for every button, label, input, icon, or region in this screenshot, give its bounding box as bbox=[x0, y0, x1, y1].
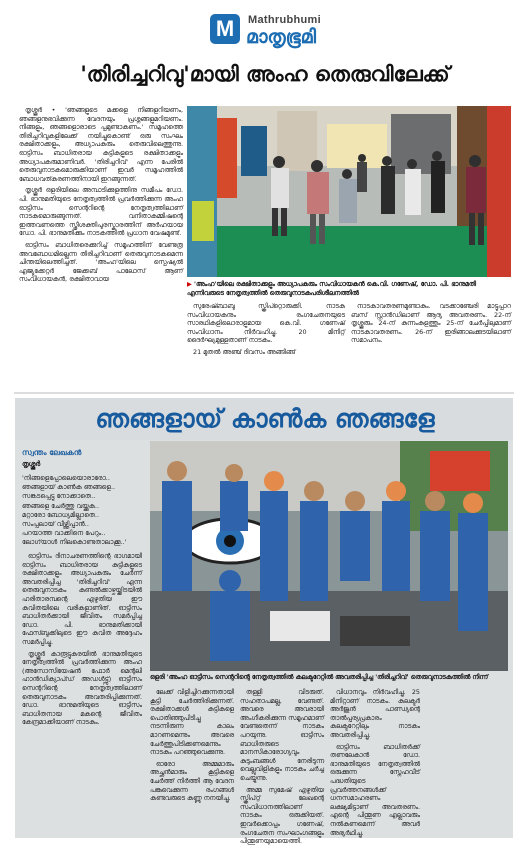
poem-line: സങ്കടപ്പെട്ടു നോക്കാതെ.. bbox=[22, 492, 96, 501]
article2-paragraph: ഓരോ അമ്മമാരും അച്ഛൻമാരും കൂട്ടികളെ ചേർത്ത് നിർത്തി ആ വേദന പങ്കുവെക്കുന്ന രംഗങ്ങൾ കണ്ടവരുടെ കണ്ണു നനയിച്ചു. bbox=[150, 759, 234, 803]
article1-photo-caption bbox=[187, 281, 511, 298]
article2-paragraph: ഓട്ടിസം ബാധിതർക്ക് തണലേകാൻ ഡോ. ഭാനുമതിയുടെ നേതൃത്വത്തിൽ ഒരുക്കുന്ന സ്നേഹവീട് പദ്ധതിയുടെ പ്രവർത്തനങ്ങൾക്ക് ധനസമാഹരണം ലക്ഷ്യമിട്ടാണ് അവതരണം. എന്റെ പിന്തുണ എല്ലാവരും നൽകണമെന്ന് അവർ അഭ്യർഥിച്ചു. bbox=[330, 742, 420, 837]
article2-paragraph: ലേക്ക് വിളിച്ചിറക്കുന്നതായി കൂട്ടി ചേർത്തിരിക്കുന്നത്. രക്ഷിതാക്കൾ കുട്ടികളെ പൊതിഞ്ഞുപിടിച്ചു നടന്നിരുന്ന കാലം മാറണമെന്നും അവരെ ചേർത്തുപിടിക്കണമെന്നും നാടകം പറഞ്ഞുവെക്കുന്നു. bbox=[150, 688, 234, 757]
poem-line: പറയാത്ത വാക്കിനെ പേറും.. bbox=[22, 529, 106, 538]
article2-paragraph: ഓട്ടിസം ദിനാചരണത്തിന്റെ ഭാഗമായി ഓട്ടിസം ബാധിതരായ കുട്ടികളുടെ രക്ഷിതാക്കളും അധ്യാപകരും ചേർന്ന് അവതരിപ്പിച്ച 'തിരിച്ചറിവ്' എന്ന തെരുവുനാടകം കണ്ടൽക്കാഴ്ചയ്ക്കിടയിൽ ഹരിതാരമ്പന്റെ എഴുതിയ ഈ കവിതയിലെ വരികളാണിത്. ഓട്ടിസം ബാധിതർക്കായി ജീവിതം സമർപ്പിച്ച ഡോ. പി. ഭാനുമതിക്കായി ഫേസ്ബുക്കിലുടെ ഈ കവിത അദ്ദേഹം സമർപ്പിച്ചു. bbox=[22, 552, 142, 646]
article1-column-1 bbox=[19, 106, 183, 384]
article2-photo bbox=[150, 441, 508, 671]
mathrubhumi-logo-icon: M bbox=[210, 14, 240, 44]
poem-line: സംപ്പലായ് വീഴ്ത്തിപ്പാൻ.. bbox=[22, 520, 89, 529]
poem-line: 'നിങ്ങളെപ്പോലെയൊരാരോ.. bbox=[22, 474, 110, 482]
article1-paragraph: 21 മുതൽ അഞ്ച് ദിവസം അങ്ങിങ്ങ് bbox=[193, 347, 296, 356]
article2-photo-caption: ഒളരി 'അംഹ ഓട്ടിസം സെന്ററിന്റെ നേതൃത്വത്തിൽ കലക്ടറേറ്റിൽ അവതരിപ്പിച്ച 'തിരിച്ചറിവ്' തെരുവുനാടകത്തിൽ നിന്ന് bbox=[150, 674, 488, 681]
poem-line: ലോഗ്‌യാൾ നിലകൊണ്ടതാലാക്കൂ..' bbox=[22, 538, 127, 547]
poem-line: മറ്റാരോ ബോധ്യമില്ലാതെ.. bbox=[22, 510, 100, 519]
article2-column-1 bbox=[22, 552, 142, 834]
article1-caption-text: 'അംഹ'യിലെ രക്ഷിതാക്കളും അധ്യാപകരും സംവിധായകൻ കെ.വി. ഗണേഷ്, ഡോ. പി. ഭാനുമതി എന്നിവരുടെ നേതൃത്വത്തിൽ തെരുവുനാടകപരിശീലനത്തിൽ bbox=[187, 281, 476, 297]
article1-paragraph: നാടകാവതരണമുണ്ടാകും. വടക്കാഞ്ചേരി മാട്ടുപ്പാറ ബസ് സ്റ്റാൻഡിലാണ് ആദ്യ അവതരണം. 22-ന് തൃശ്ശൂരും 24-ന് കുന്നംകുളത്തും 25-ന് ചേർപ്പിലുമാണ് നാടകാവതരണം. 26-ന് ഇരിങ്ങാലക്കുടയിലാണ് സമാപനം. bbox=[351, 302, 511, 345]
article2-dateline: തൃശ്ശൂർ bbox=[22, 460, 41, 468]
rehearsal-photo-image bbox=[187, 106, 511, 277]
article1-paragraph: തൃശ്ശൂർ • 'ഞങ്ങളുടെ മക്കളെ നിങ്ങളറിയണം, ഞങ്ങളനുഭവിക്കുന്ന വേദനയും പ്രശ്നങ്ങളുമറിയണം. നിങ്ങളും, ഞങ്ങളൊരാടെ പ്പമുണ്ടാകണം.' സമൂഹത്തെ തിരിച്ചറിവുകളിലേക്ക് നയിച്ചുകൊണ്ട് ഒരു സംഘം രക്ഷിതാക്കളും, അധ്യാപകരും തെരുവിലെത്തുന്നു. ഓട്ടിസം ബാധിതരായ കുട്ടികളുടെ രക്ഷിതാക്കളും അധ്യാപകരുമാണിവർ. 'തിരിച്ചറിവ്' എന്ന പേരിൽ തെരുവുനാടകമൊരുക്കിയാണ് ഇവർ സമൂഹത്തിൽ ബോധവത്കരണത്തിനായി ഇറങ്ങുന്നത്. bbox=[19, 106, 183, 183]
article2-poem bbox=[22, 474, 140, 548]
article2-headline: ഞങ്ങളായ് കാൺക ഞങ്ങളേ bbox=[95, 404, 435, 433]
section-divider bbox=[14, 392, 514, 394]
poem-line: ഞങ്ങളെ ചേർത്തു വയ്ക്കുക.. bbox=[22, 501, 100, 510]
article2-paragraph: തള്ളി വിടരുത്. സഹതാപമല്ല, വേണ്ടത്. അവരെ അവരായി അംഗീകരിക്കുന്ന സമൂഹമാണ് വേണ്ടതെന്ന് നാടകം പറയുന്നു. ഓട്ടിസം ബാധിതരുടെ മാനസികാരോഗ്യവും കുടുംബങ്ങൾ നേരിടുന്ന വെല്ലുവിളികളും നാടകം ചർച്ച ചെയ്യുന്നു. bbox=[240, 688, 324, 782]
poem-line: ഞങ്ങളായ് കാൺക ഞങ്ങളെ.. bbox=[22, 483, 116, 492]
article2-paragraph: തൃശ്ശൂർ കാരൂട്ടുകരയിൽ ഭാനുമതിയുടെ നേതൃത്വത്തിൽ പ്രവർത്തിക്കുന്ന അംഹ (അസോസിയേഷൻ ഫോർ മെന്റലി ഹാൻഡിക്യാപ്ഡ് അഡൾട്ട്സ്) ഓട്ടിസം സെന്ററിന്റെ നേതൃത്വത്തിലാണ് തെരുവുനാടകം അവതരിപ്പിക്കുന്നത്. ഡോ. ഭാനുമതിയുടെ ഓട്ടിസം ബാധിതനായ മകന്റെ ജീവിതം കേന്ദ്രമാക്കിയാണ് നാടകം. bbox=[22, 649, 142, 727]
article2-paragraph: വിധാനവും നിർവഹിച്ചു. 25 മിനിറ്റാണ് നാടകം. കലക്ടർ അർജുൻ പാണ്ഡ്യന്റെ താൽപ്പര്യപ്രകാരം കലക്ടറേറ്റിലും നാടകം അവതരിപ്പിച്ചു. bbox=[330, 688, 420, 739]
article1-paragraph: ഓട്ടിസം ബാധിതരെക്കുറിച്ച് സമൂഹത്തിന് വേണ്ടത്ര അവബോധമില്ലെന്ന തിരിച്ചറിവാണ് തെരുവുനാടകമെന്ന ചിന്തയിലെത്തിച്ചത്. 'അംഹ'യിലെ സ്പെഷ്യൽ എജ്യുക്കേറ്റർ ജേക്കബ് പാലോസ് ആണ് സംവിധായകൻ, രക്ഷിതാവായ bbox=[19, 240, 183, 284]
brand-name-english: Mathrubhumi bbox=[248, 14, 321, 26]
brand-name-malayalam: മാതൃഭൂമി bbox=[246, 26, 316, 48]
masthead bbox=[0, 0, 529, 62]
caption-marker-icon: ▶ bbox=[187, 281, 192, 288]
street-play-photo-image bbox=[150, 441, 508, 671]
article1-paragraph: സുരേഷ്ബാബു സ്ക്രിപ്റ്റൊരുക്കി. നാടക സംവിധായകനും രംഗചേതനയുടെ സാരഥികളിലൊരാളുമായ കെ.വി. ഗണേഷ് സംവിധാനം നിർവഹിച്ചു. 20 മിനിറ്റ് ദൈർഘ്യമുള്ളതാണ് നാടകം. bbox=[187, 302, 345, 345]
article2-column-4 bbox=[330, 688, 420, 837]
article1-column-3 bbox=[351, 302, 511, 386]
article1-photo bbox=[187, 106, 511, 277]
article2-paragraph: അമ്മ സുമേഷ് എഴുതിയ സ്ക്രിപ്റ്റ് ലേഖന്റെ സംവിധാനത്തിലാണ് നാടകം ഒരുക്കിയത്. ഇവർക്കൊപ്പം ഗണേഷ്, രംഗചേതന സംഘാംഗങ്ങളും പിന്തുണയുമായെത്തി. bbox=[240, 785, 324, 846]
article2-column-3 bbox=[240, 688, 324, 846]
article2-column-2 bbox=[150, 688, 234, 834]
article1-column-2 bbox=[187, 302, 345, 386]
article1-paragraph: തൃശ്ശൂർ ഒളരിയിലെ അമ്പാടിക്കുളത്തിനു സമീപം ഡോ. പി. ഭാനുമതിയുടെ നേതൃത്വത്തിൽ പ്രവർത്തിക്കുന്ന അംഹ ഓട്ടിസം സെന്ററിന്റെ നേതൃത്വത്തിലാണ് നാടകമൊരുങ്ങുന്നത്. വനിതാകമ്മിഷന്റെ ഇത്തവണത്തെ സ്ത്രീശക്തിപുരസ്കാരത്തിന് അർഹയായ ഡോ. പി. ഭാനുമതിക്കും നാടകത്തിൽ പ്രധാന വേഷമുണ്ട്. bbox=[19, 186, 183, 238]
article1-headline: 'തിരിച്ചറിവു'മായി അംഹ തെരുവിലേക്ക് bbox=[80, 62, 450, 86]
article2-byline: സ്വന്തം ലേഖകൻ bbox=[22, 448, 82, 457]
